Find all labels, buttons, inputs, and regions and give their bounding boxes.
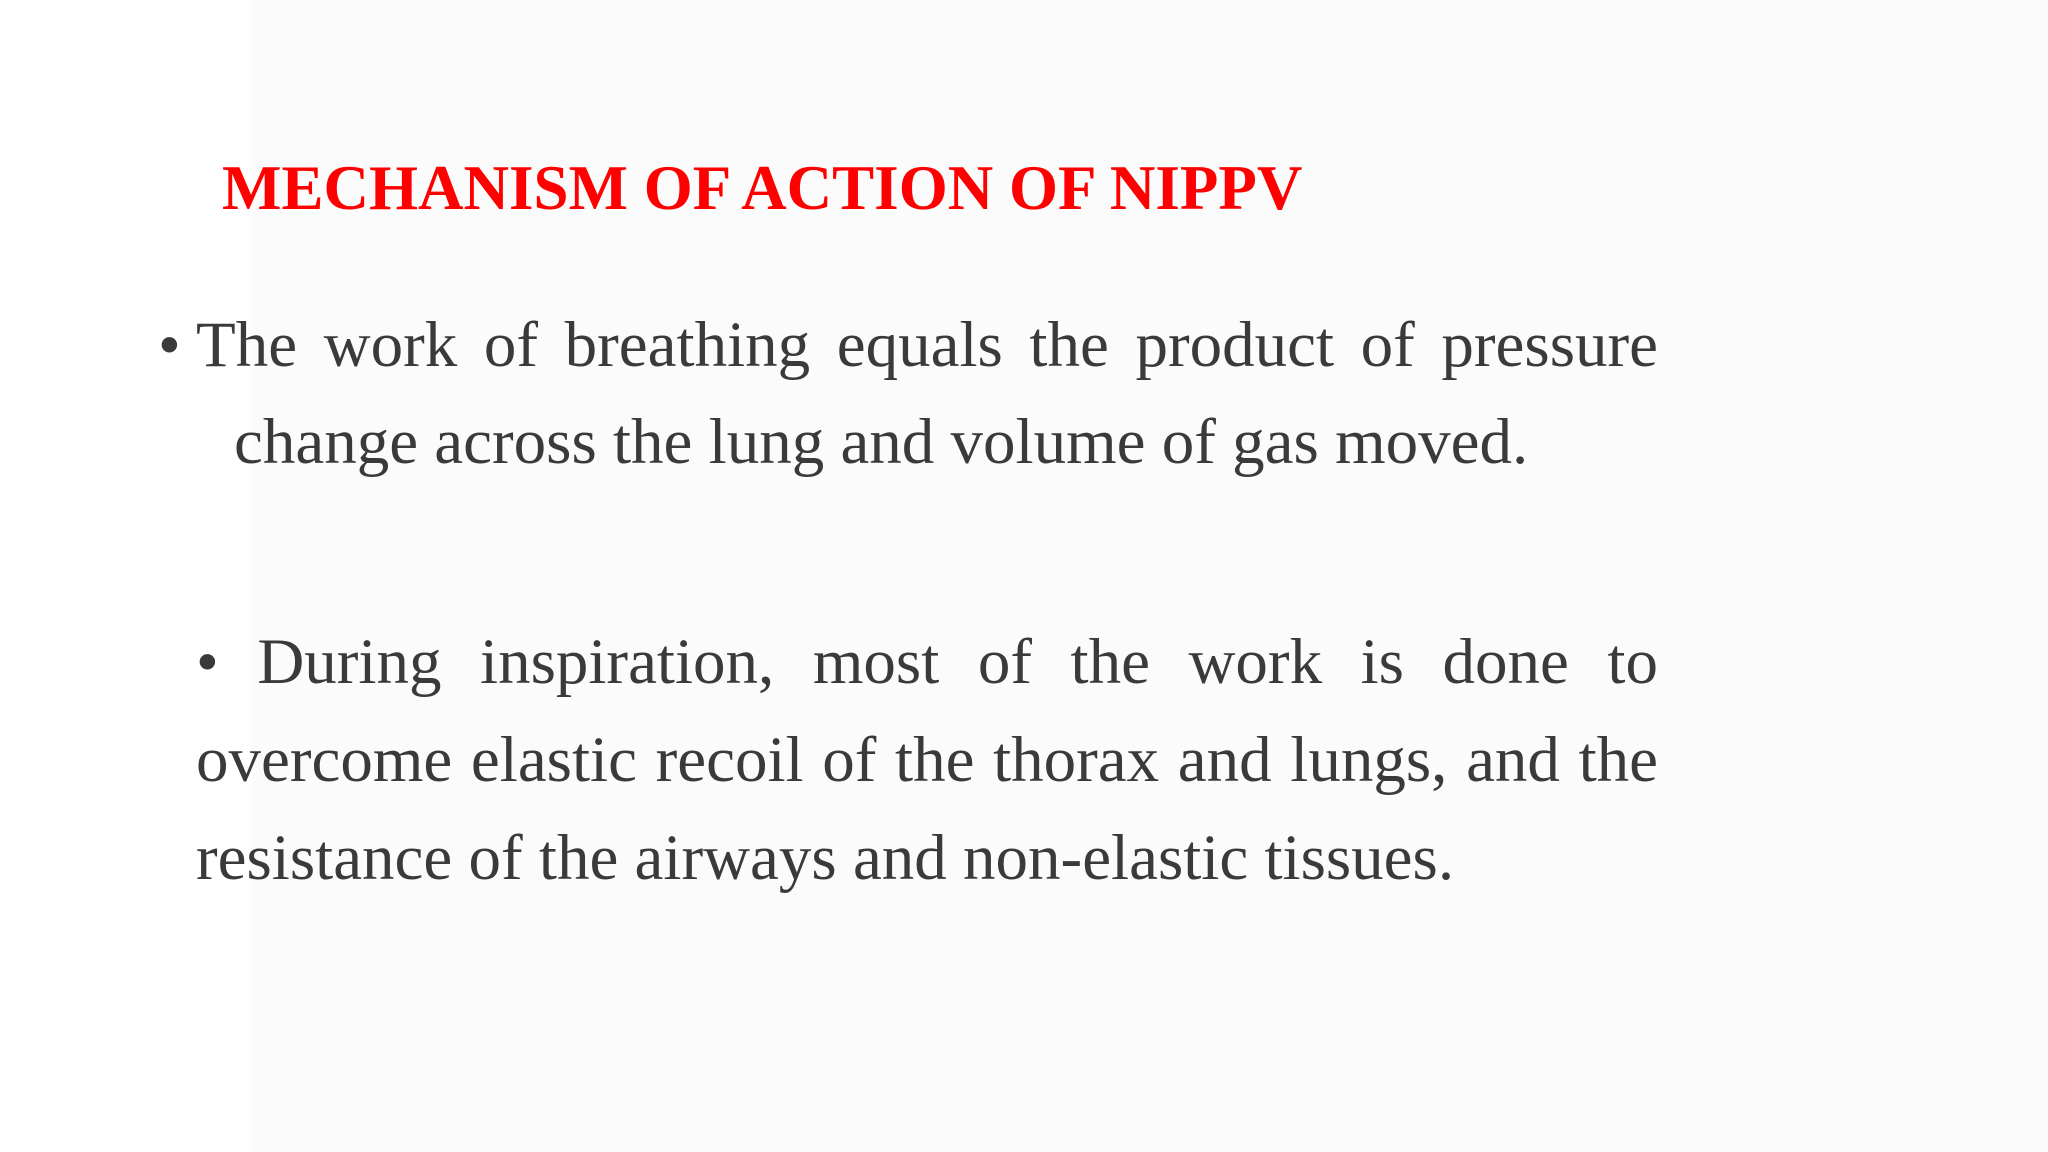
bullet-marker: • xyxy=(196,626,219,698)
bullet-item-2 xyxy=(196,613,1658,907)
bullet-text: The work of breathing equals the product of pressure change across the lung and volume of gas moved. xyxy=(196,309,1658,478)
slide-title: MECHANISM OF ACTION OF NIPPV xyxy=(222,153,1303,223)
bullet-item-1: • The work of breathing equals the product of pressure change across the lung and volume of gas moved. xyxy=(158,309,1658,478)
bullet-text: During inspiration, most of the work is done to overcome elastic recoil of the thorax and lungs, and the resistance of the airways and non-elastic tissues. xyxy=(196,626,1658,894)
